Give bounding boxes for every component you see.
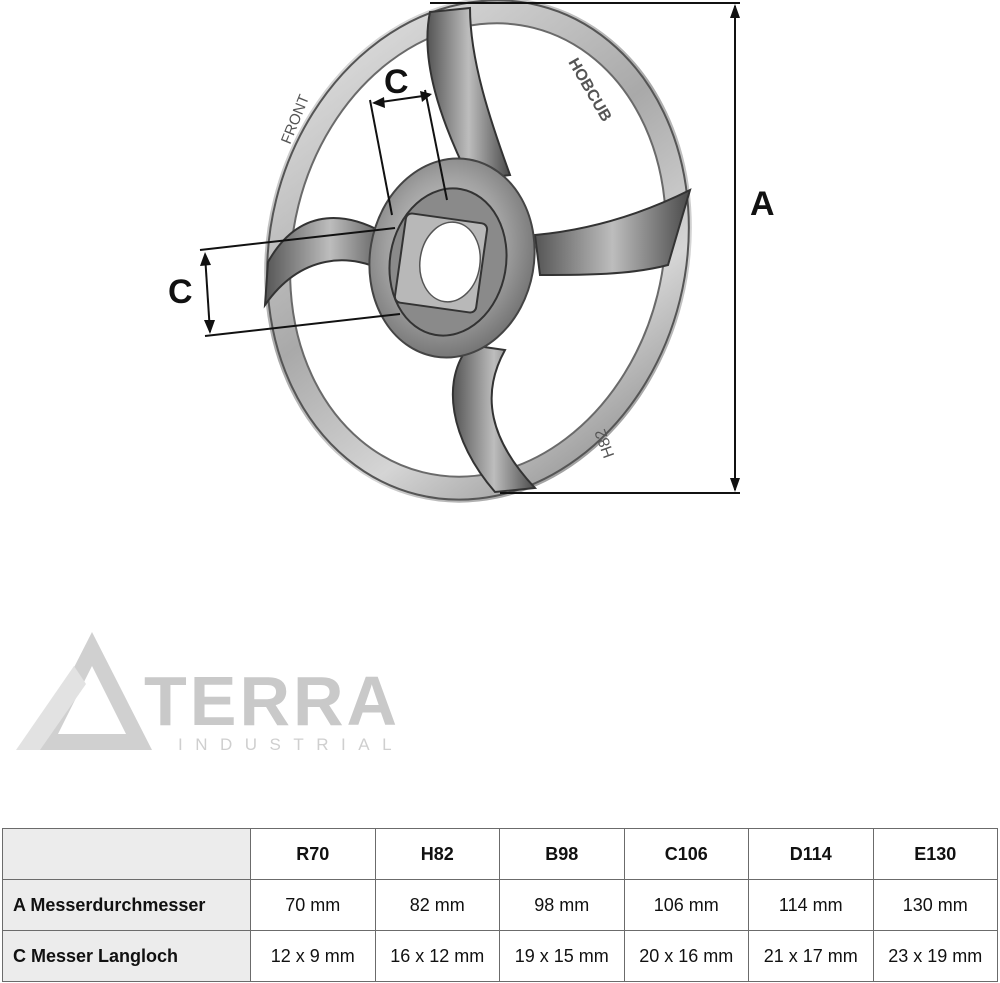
column-header: H82 bbox=[375, 829, 500, 880]
table-corner-cell bbox=[3, 829, 251, 880]
dim-c-label-left: C bbox=[168, 273, 193, 311]
column-header: E130 bbox=[873, 829, 998, 880]
column-header: C106 bbox=[624, 829, 749, 880]
column-header: B98 bbox=[500, 829, 625, 880]
engrave-size: H82 bbox=[592, 426, 619, 461]
table-cell: 23 x 19 mm bbox=[873, 931, 998, 982]
engrave-front: FRONT bbox=[277, 92, 314, 147]
table-cell: 114 mm bbox=[749, 880, 874, 931]
row-label: C Messer Langloch bbox=[3, 931, 251, 982]
table-row bbox=[3, 931, 998, 982]
table-cell: 98 mm bbox=[500, 880, 625, 931]
dim-a-label: A bbox=[750, 185, 775, 223]
knife-image bbox=[215, 0, 741, 545]
logo-triangle-icon bbox=[14, 628, 154, 758]
table-cell: 12 x 9 mm bbox=[251, 931, 376, 982]
dim-c-label-top: C bbox=[384, 63, 409, 101]
table-header-row bbox=[3, 829, 998, 880]
table-cell: 20 x 16 mm bbox=[624, 931, 749, 982]
logo-name: TERRA bbox=[144, 662, 401, 740]
engrave-brand: HOBCUB bbox=[564, 55, 615, 125]
table-row bbox=[3, 880, 998, 931]
table-cell: 82 mm bbox=[375, 880, 500, 931]
logo-tagline: INDUSTRIAL bbox=[178, 735, 405, 754]
column-header: R70 bbox=[251, 829, 376, 880]
table-cell: 16 x 12 mm bbox=[375, 931, 500, 982]
table-cell: 19 x 15 mm bbox=[500, 931, 625, 982]
table-cell: 130 mm bbox=[873, 880, 998, 931]
brand-logo bbox=[14, 628, 434, 758]
column-header: D114 bbox=[749, 829, 874, 880]
table-cell: 70 mm bbox=[251, 880, 376, 931]
row-label: A Messerdurchmesser bbox=[3, 880, 251, 931]
table-cell: 21 x 17 mm bbox=[749, 931, 874, 982]
spec-table bbox=[2, 828, 998, 982]
table-cell: 106 mm bbox=[624, 880, 749, 931]
